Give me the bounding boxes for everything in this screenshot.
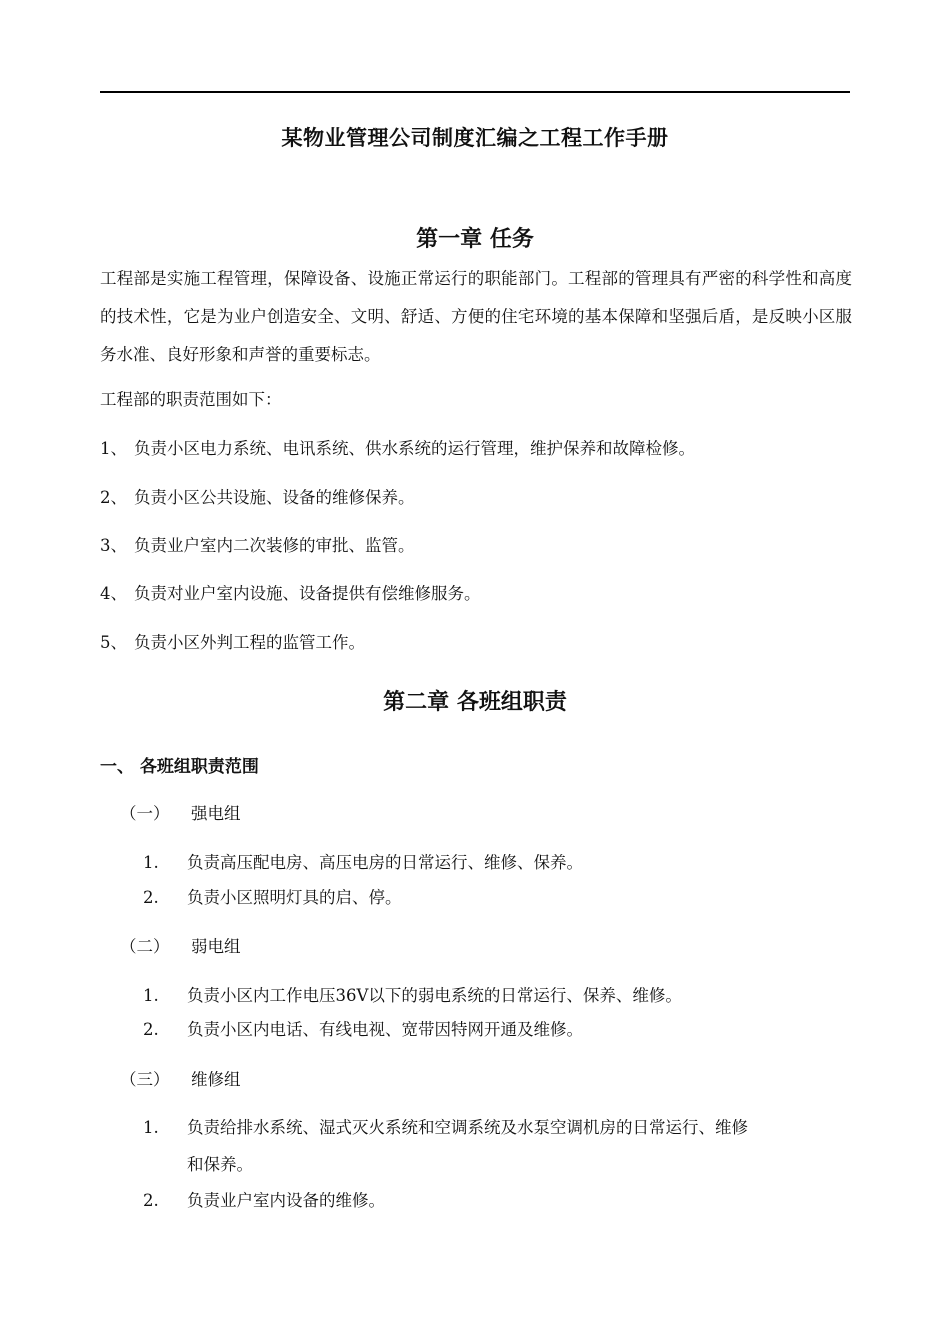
chapter-2-heading: 第二章 各班组职责 <box>383 689 567 715</box>
duty-item <box>100 532 415 556</box>
duty-text: 负责业户室内二次装修的审批、监管。 <box>134 536 415 555</box>
group-item <box>143 1114 748 1138</box>
chapter-1-paragraph: 工程部是实施工程管理，保障设备、设施正常运行的职能部门。工程部的管理具有严密的科学性和高度的技术性，它是为业户创造安全、文明、舒适、方便的住宅环境的基本保障和坚强后盾，是反映小区服务水准、良好形象和声誉的重要标志。 <box>100 269 852 364</box>
item-text-continuation: 和保养。 <box>187 1155 253 1174</box>
duty-text: 负责小区电力系统、电讯系统、供水系统的运行管理，维护保养和故障检修。 <box>134 439 695 458</box>
duties-intro: 工程部的职责范围如下： <box>100 390 282 409</box>
group-item <box>143 884 402 908</box>
group-name: 弱电组 <box>191 937 241 956</box>
document-title: 某物业管理公司制度汇编之工程工作手册 <box>281 125 669 150</box>
group-label: （三） <box>120 1070 170 1089</box>
group-item <box>143 849 583 873</box>
group-heading <box>120 800 241 824</box>
item-text: 负责小区内电话、有线电视、宽带因特网开通及维修。 <box>187 1020 583 1039</box>
section-1-heading: 一、 各班组职责范围 <box>100 757 259 777</box>
group-heading <box>120 1066 241 1090</box>
header-rule <box>100 91 850 93</box>
group-item <box>143 982 682 1006</box>
item-number: 2. <box>143 888 159 907</box>
duty-item <box>100 435 695 459</box>
item-text: 负责小区内工作电压36V以下的弱电系统的日常运行、保养、维修。 <box>187 986 682 1005</box>
duty-item <box>100 580 481 604</box>
duty-item <box>100 484 415 508</box>
duty-number: 4、 <box>100 584 127 603</box>
duty-item <box>100 629 365 653</box>
group-name: 维修组 <box>191 1070 241 1089</box>
item-number: 2. <box>143 1020 159 1039</box>
item-text: 负责给排水系统、湿式灭火系统和空调系统及水泵空调机房的日常运行、维修 <box>187 1118 748 1137</box>
item-text: 负责高压配电房、高压电房的日常运行、维修、保养。 <box>187 853 583 872</box>
group-heading <box>120 933 241 957</box>
duty-text: 负责小区公共设施、设备的维修保养。 <box>134 488 415 507</box>
duty-text: 负责小区外判工程的监管工作。 <box>134 633 365 652</box>
group-name: 强电组 <box>191 804 241 823</box>
duty-number: 3、 <box>100 536 127 555</box>
duty-text: 负责对业户室内设施、设备提供有偿维修服务。 <box>134 584 481 603</box>
group-label: （一） <box>120 804 170 823</box>
duty-number: 2、 <box>100 488 127 507</box>
item-text: 负责业户室内设备的维修。 <box>187 1191 385 1210</box>
group-item <box>143 1016 583 1040</box>
duty-number: 5、 <box>100 633 127 652</box>
item-number: 2. <box>143 1191 159 1210</box>
group-item <box>143 1187 385 1211</box>
duty-number: 1、 <box>100 439 127 458</box>
group-label: （二） <box>120 937 170 956</box>
chapter-1-heading: 第一章 任务 <box>416 226 534 252</box>
item-number: 1. <box>143 1118 159 1137</box>
item-text: 负责小区照明灯具的启、停。 <box>187 888 402 907</box>
item-number: 1. <box>143 986 159 1005</box>
item-number: 1. <box>143 853 159 872</box>
